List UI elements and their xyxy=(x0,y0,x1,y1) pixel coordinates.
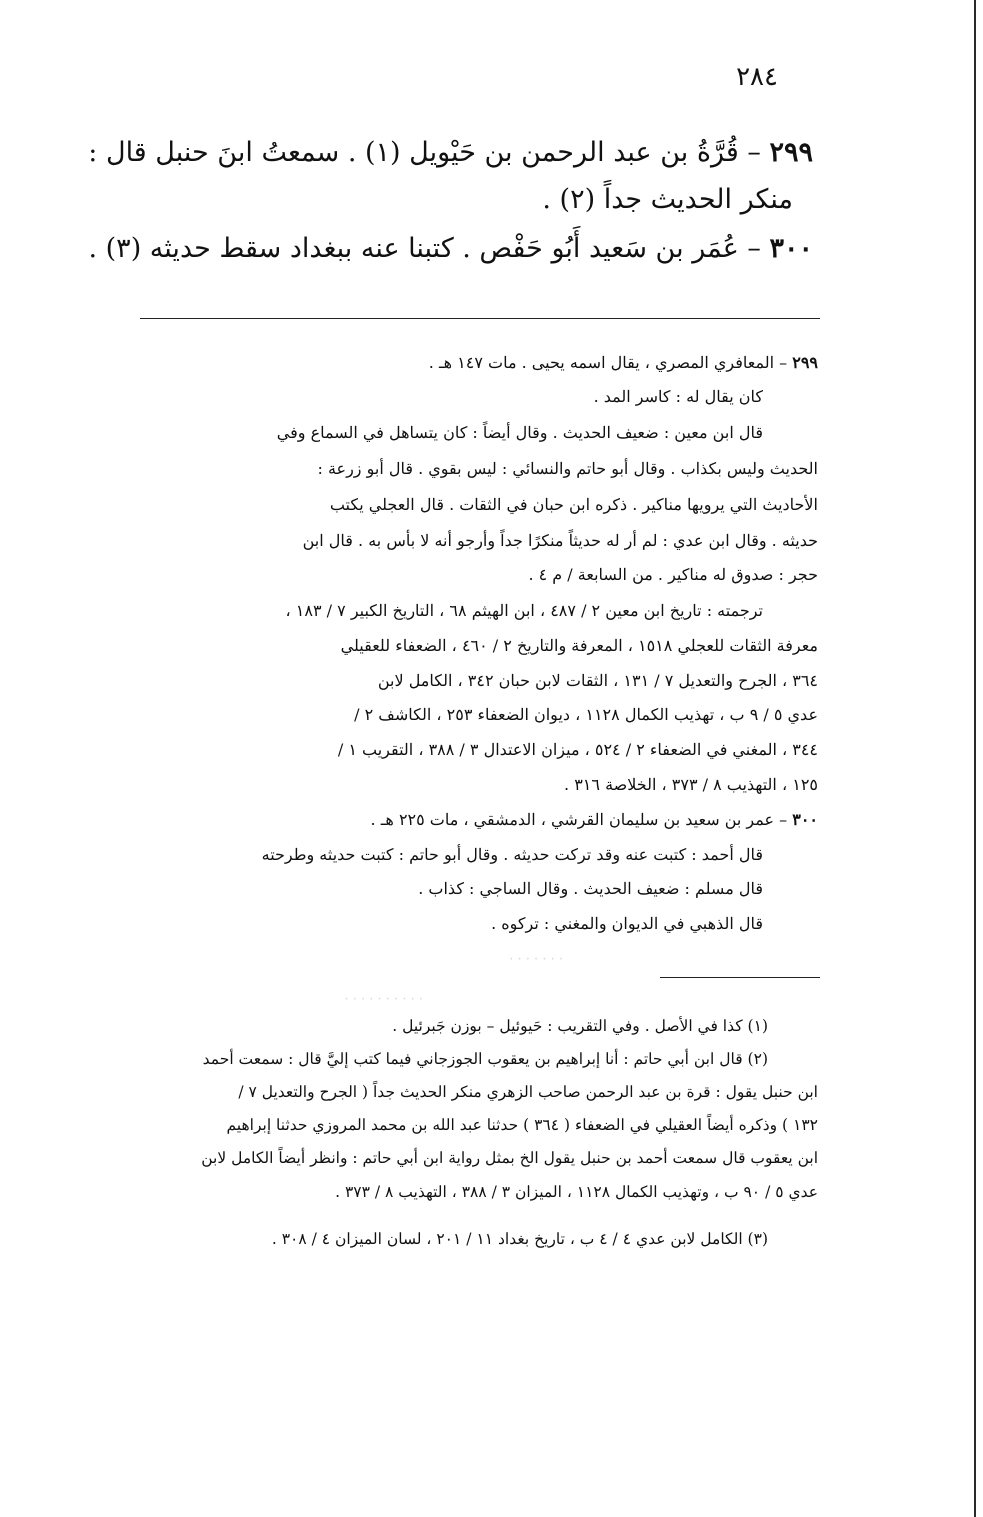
note-300-line-2: قال أحمد : كتبت عنه وقد تركت حديثه . وقال أبو حاتم : كتبت حديثه وطرحته xyxy=(261,845,763,864)
note-299-line-9: معرفة الثقات للعجلي ١٥١٨ ، المعرفة والتاريخ ٢ / ٤٦٠ ، الضعفاء للعقيلي xyxy=(340,636,818,655)
note-299-line-2: كان يقال له : كاسر المد . xyxy=(593,387,763,406)
note-299-line-4: الحديث وليس بكذاب . وقال أبو حاتم والنسائي : ليس بقوي . قال أبو زرعة : xyxy=(317,459,818,478)
note-300-line-1 xyxy=(128,803,818,837)
separator-rule xyxy=(140,318,820,319)
note-299-line-11: عدي ٥ / ٩ ب ، تهذيب الكمال ١١٢٨ ، ديوان الضعفاء ٢٥٣ ، الكاشف ٢ / xyxy=(354,705,818,724)
page-edge-line xyxy=(974,0,976,1517)
entry-number: ٢٩٩ xyxy=(769,137,813,168)
entry-number: ٣٠٠ xyxy=(769,233,813,264)
footnote-2-line-4: ابن يعقوب قال سمعت أحمد بن حنبل يقول الخ بمثل رواية ابن أبي حاتم : وانظر أيضاً الكامل لابن xyxy=(201,1149,818,1167)
bleed-through-mark: · · · · · · · xyxy=(509,952,563,967)
footnote-1: (١) كذا في الأصل . وفي التقريب : حَيوئيل – بوزن جَبرئيل . xyxy=(392,1017,768,1035)
note-299-line-8: ترجمته : تاريخ ابن معين ٢ / ٤٨٧ ، ابن الهيثم ٦٨ ، التاريخ الكبير ٧ / ١٨٣ ، xyxy=(285,601,763,620)
note-text: – عمر بن سعيد بن سليمان القرشي ، الدمشقي ، مات ٢٢٥ هـ . xyxy=(370,810,788,829)
footnote-2-line-3: ١٣٢ ) وذكره أيضاً العقيلي في الضعفاء ( ٣٦٤ ) حدثنا عبد الله بن محمد المروزي حدثنا إبراهيم xyxy=(226,1116,818,1134)
note-299-line-6: حديثه . وقال ابن عدي : لم أر له حديثاً منكرًا جداً وأرجو أنه لا بأس به . قال ابن xyxy=(302,531,818,550)
note-299-line-5: الأحاديث التي يرويها مناكير . ذكره ابن حبان في الثقات . قال العجلي يكتب xyxy=(329,495,818,514)
footnote-2-line-5: عدي ٥ / ٩٠ ب ، وتهذيب الكمال ١١٢٨ ، الميزان ٣ / ٣٨٨ ، التهذيب ٨ / ٣٧٣ . xyxy=(335,1183,818,1201)
main-entry-299-line-2: منكر الحديث جداً (٢) . xyxy=(542,184,793,215)
note-299-line-7: حجر : صدوق له مناكير . من السابعة / م ٤ . xyxy=(528,565,818,584)
note-number: ٢٩٩ xyxy=(792,353,818,372)
footnote-2-line-1: (٢) قال ابن أبي حاتم : أنا إبراهيم بن يعقوب الجوزجاني فيما كتب إليَّ قال : سمعت أحمد xyxy=(202,1050,768,1068)
note-300-line-4: قال الذهبي في الديوان والمغني : تركوه . xyxy=(491,914,763,933)
footnote-3: (٣) الكامل لابن عدي ٤ / ٤ ب ، تاريخ بغداد ١١ / ٢٠١ ، لسان الميزان ٤ / ٣٠٨ . xyxy=(271,1230,768,1248)
main-entry-300-line-1 xyxy=(88,227,813,271)
bleed-through-mark: · · · · · · · · · · xyxy=(344,992,423,1007)
note-299-line-13: ١٢٥ ، التهذيب ٨ / ٣٧٣ ، الخلاصة ٣١٦ . xyxy=(564,775,818,794)
note-299-line-10: ٣٦٤ ، الجرح والتعديل ٧ / ١٣١ ، الثقات لابن حبان ٣٤٢ ، الكامل لابن xyxy=(377,671,818,690)
note-299-line-1 xyxy=(128,346,818,380)
note-299-line-12: ٣٤٤ ، المغني في الضعفاء ٢ / ٥٢٤ ، ميزان الاعتدال ٣ / ٣٨٨ ، التقريب ١ / xyxy=(337,740,818,759)
note-number: ٣٠٠ xyxy=(792,810,818,829)
page-number: ٢٨٤ xyxy=(736,62,778,92)
note-text: – المعافري المصري ، يقال اسمه يحيى . مات ١٤٧ هـ . xyxy=(428,353,788,372)
footnote-rule xyxy=(660,977,820,978)
entry-text: – عُمَر بن سَعيد أَبُو حَفْص . كتبنا عنه ببغداد سقط حديثه (٣) . xyxy=(88,233,761,264)
note-300-line-3: قال مسلم : ضعيف الحديث . وقال الساجي : كذاب . xyxy=(418,879,763,898)
note-299-line-3: قال ابن معين : ضعيف الحديث . وقال أيضاً : كان يتساهل في السماع وفي xyxy=(276,423,763,442)
main-entry-299-line-1 xyxy=(88,131,813,175)
footnote-2-line-2: ابن حنبل يقول : قرة بن عبد الرحمن صاحب الزهري منكر الحديث جداً ( الجرح والتعديل ٧ / xyxy=(238,1083,818,1101)
entry-text: – قُرَّةُ بن عبد الرحمن بن حَيْويل (١) . سمعتُ ابنَ حنبل قال : xyxy=(88,137,761,168)
